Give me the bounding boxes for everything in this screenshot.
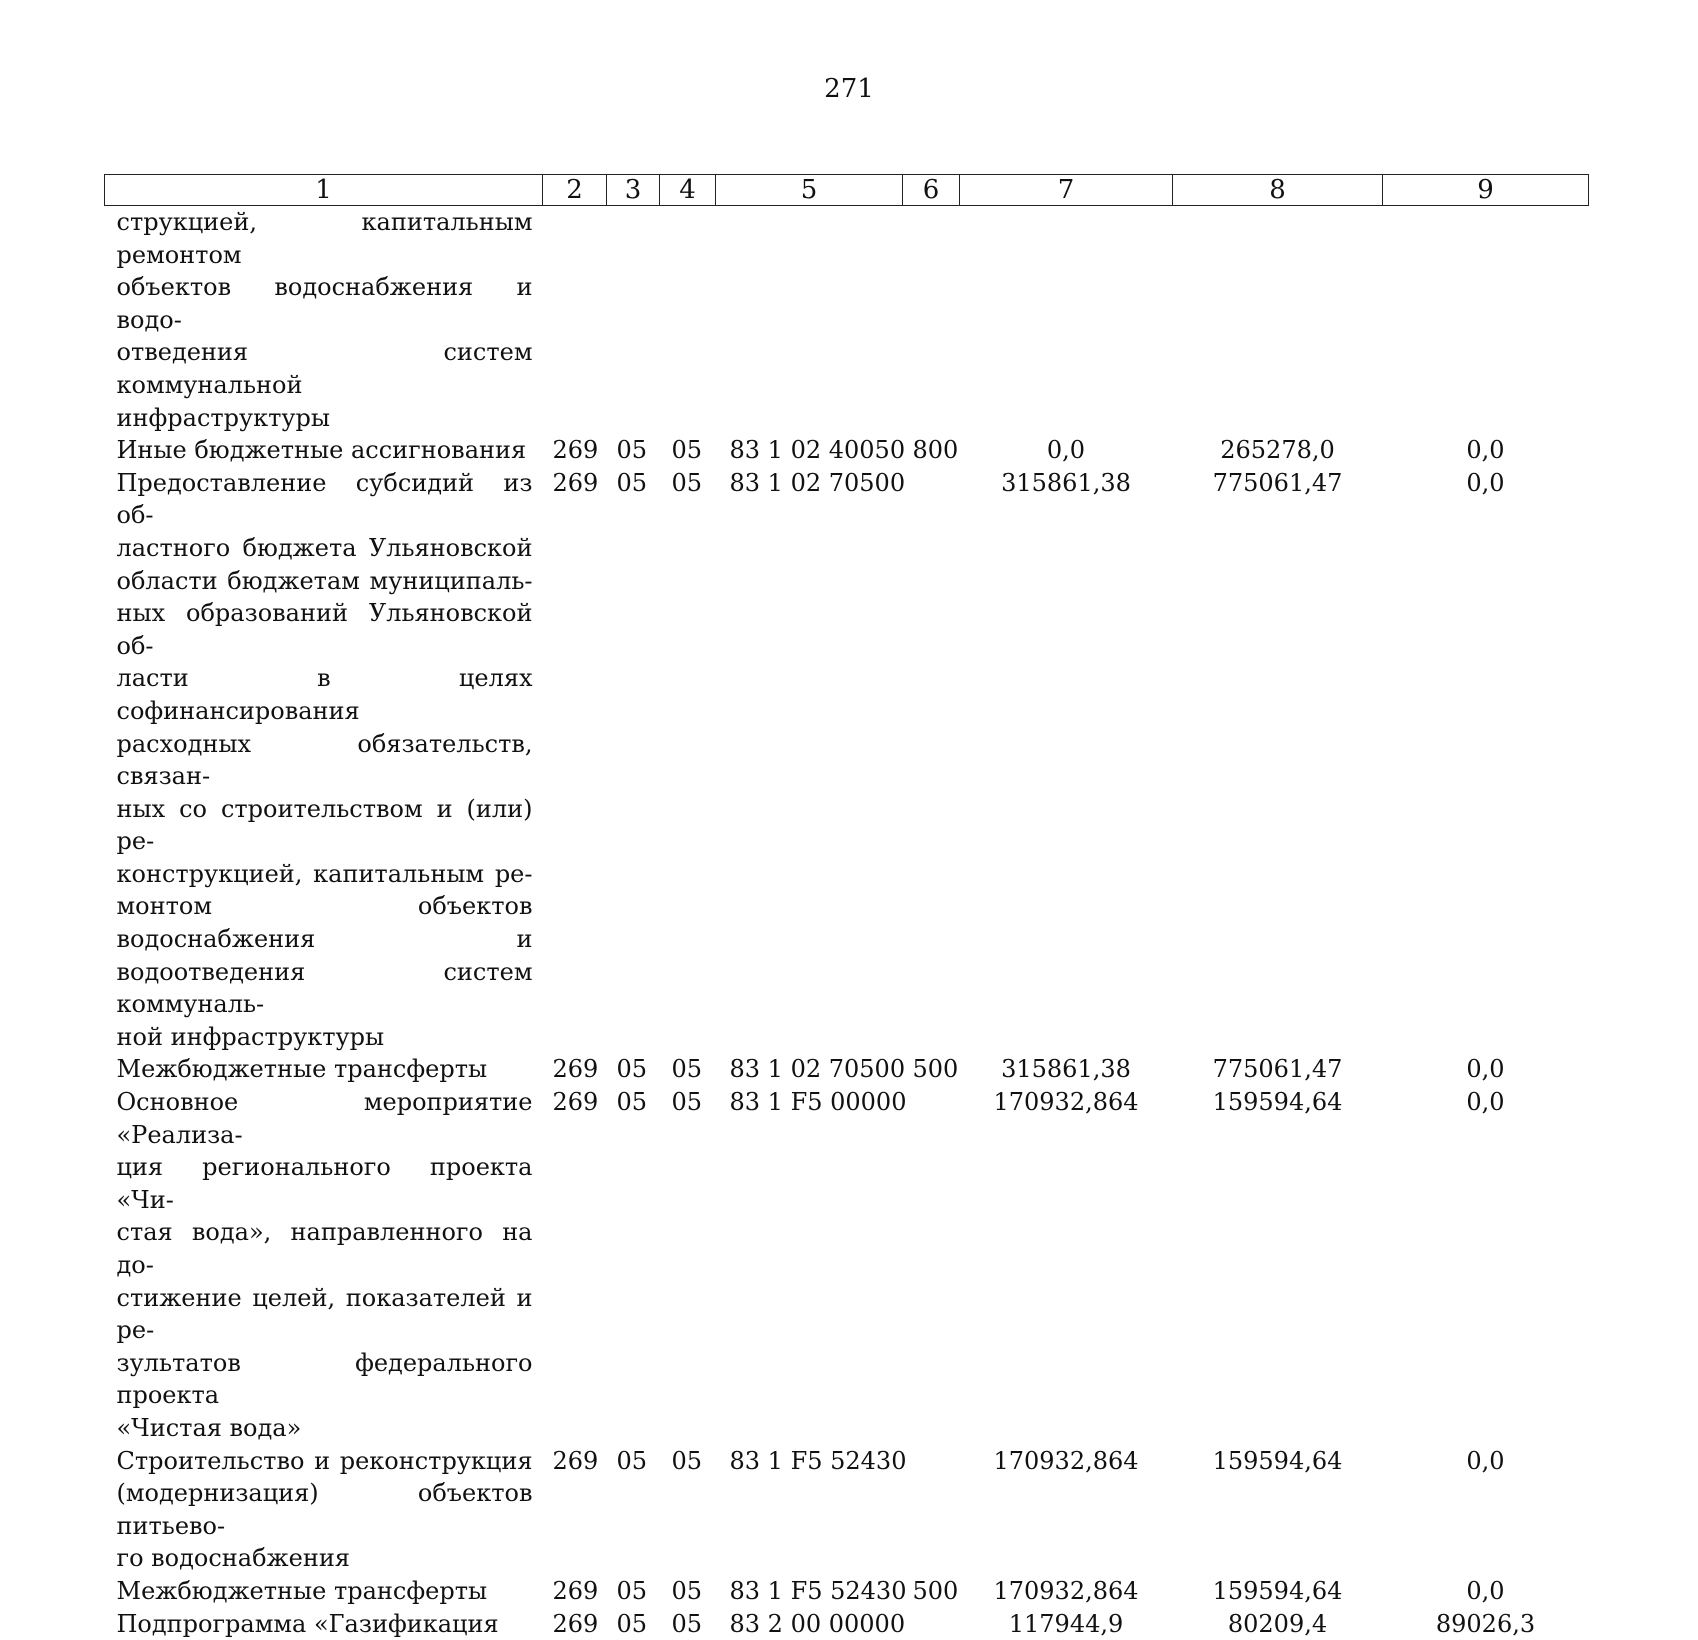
expense-type-cell: 500 [903, 1053, 960, 1086]
description-line: Межбюджетные трансферты [117, 1575, 533, 1608]
amount-year1-cell [960, 206, 1173, 435]
description-line: стижение целей, показателей и ре- [117, 1282, 533, 1347]
amount-year2-cell: 159594,64 [1173, 1575, 1383, 1608]
ministry-code-cell: 269 [543, 467, 607, 1054]
ministry-code-cell: 269 [543, 1575, 607, 1608]
expense-type-cell: 500 [903, 1575, 960, 1608]
table-row [105, 1053, 1589, 1086]
target-article-cell: 83 1 F5 52430 [716, 1445, 903, 1575]
header-row [105, 175, 1589, 206]
description-line: отведения систем коммунальной [117, 336, 533, 401]
subsection-code-cell: 05 [660, 1086, 716, 1445]
section-code-cell: 05 [607, 1608, 660, 1640]
amount-year3-cell: 89026,3 [1383, 1608, 1589, 1640]
expense-type-cell: 800 [903, 434, 960, 467]
description-line: Строительство и реконструкция [117, 1445, 533, 1478]
table-row [105, 1086, 1589, 1445]
description-line: Подпрограмма «Газификация [117, 1608, 533, 1640]
description-line: Межбюджетные трансферты [117, 1053, 533, 1086]
expense-type-cell [903, 1086, 960, 1445]
column-header: 8 [1173, 175, 1383, 206]
amount-year2-cell: 159594,64 [1173, 1086, 1383, 1445]
target-article-cell: 83 1 02 70500 [716, 467, 903, 1054]
description-line: расходных обязательств, связан- [117, 728, 533, 793]
ministry-code-cell: 269 [543, 434, 607, 467]
ministry-code-cell: 269 [543, 1608, 607, 1640]
page-number: 271 [0, 74, 1698, 104]
table-row [105, 1445, 1589, 1575]
description-line: «Чистая вода» [117, 1412, 533, 1445]
description-line: ция регионального проекта «Чи- [117, 1151, 533, 1216]
ministry-code-cell: 269 [543, 1053, 607, 1086]
section-code-cell: 05 [607, 1053, 660, 1086]
table-row [105, 206, 1589, 435]
amount-year2-cell: 775061,47 [1173, 1053, 1383, 1086]
row-description [105, 434, 543, 467]
section-code-cell: 05 [607, 467, 660, 1054]
description-line: инфраструктуры [117, 402, 533, 435]
expense-type-cell [903, 1608, 960, 1640]
description-line: (модернизация) объектов питьево- [117, 1477, 533, 1542]
table-row [105, 1575, 1589, 1608]
amount-year1-cell: 170932,864 [960, 1086, 1173, 1445]
row-description [105, 1086, 543, 1445]
section-code-cell: 05 [607, 1086, 660, 1445]
amount-year2-cell: 80209,4 [1173, 1608, 1383, 1640]
description-line: ласти в целях софинансирования [117, 662, 533, 727]
budget-table [104, 174, 1589, 1640]
description-line: конструкцией, капитальным ре- [117, 858, 533, 891]
amount-year1-cell: 0,0 [960, 434, 1173, 467]
description-line: монтом объектов водоснабжения и [117, 890, 533, 955]
description-line: го водоснабжения [117, 1542, 533, 1575]
table-body [105, 206, 1589, 1640]
amount-year3-cell: 0,0 [1383, 1086, 1589, 1445]
section-code-cell: 05 [607, 1445, 660, 1575]
section-code-cell: 05 [607, 434, 660, 467]
subsection-code-cell: 05 [660, 467, 716, 1054]
description-line: области бюджетам муниципаль- [117, 565, 533, 598]
ministry-code-cell: 269 [543, 1086, 607, 1445]
column-header: 6 [903, 175, 960, 206]
row-description [105, 1575, 543, 1608]
target-article-cell: 83 1 02 40050 [716, 434, 903, 467]
amount-year1-cell: 315861,38 [960, 467, 1173, 1054]
amount-year1-cell: 170932,864 [960, 1445, 1173, 1575]
row-description [105, 206, 543, 435]
description-line: ных образований Ульяновской об- [117, 597, 533, 662]
amount-year3-cell: 0,0 [1383, 1053, 1589, 1086]
target-article-cell [716, 206, 903, 435]
subsection-code-cell: 05 [660, 1608, 716, 1640]
row-description [105, 1445, 543, 1575]
subsection-code-cell: 05 [660, 1575, 716, 1608]
amount-year1-cell: 117944,9 [960, 1608, 1173, 1640]
table-row [105, 434, 1589, 467]
ministry-code-cell: 269 [543, 1445, 607, 1575]
table-row [105, 467, 1589, 1054]
amount-year2-cell: 775061,47 [1173, 467, 1383, 1054]
target-article-cell: 83 1 02 70500 [716, 1053, 903, 1086]
description-line: ных со строительством и (или) ре- [117, 793, 533, 858]
amount-year1-cell: 315861,38 [960, 1053, 1173, 1086]
subsection-code-cell: 05 [660, 1445, 716, 1575]
column-header: 7 [960, 175, 1173, 206]
column-header: 2 [543, 175, 607, 206]
amount-year3-cell [1383, 206, 1589, 435]
table-row [105, 1608, 1589, 1640]
section-code-cell [607, 206, 660, 435]
section-code-cell: 05 [607, 1575, 660, 1608]
description-line: струкцией, капитальным ремонтом [117, 206, 533, 271]
row-description [105, 1053, 543, 1086]
column-header: 3 [607, 175, 660, 206]
amount-year2-cell [1173, 206, 1383, 435]
expense-type-cell [903, 467, 960, 1054]
column-header: 5 [716, 175, 903, 206]
amount-year2-cell: 265278,0 [1173, 434, 1383, 467]
amount-year2-cell: 159594,64 [1173, 1445, 1383, 1575]
description-line: Иные бюджетные ассигнования [117, 434, 533, 467]
row-description [105, 467, 543, 1054]
description-line: ластного бюджета Ульяновской [117, 532, 533, 565]
description-line: ной инфраструктуры [117, 1021, 533, 1054]
description-line: стая вода», направленного на до- [117, 1216, 533, 1281]
expense-type-cell [903, 206, 960, 435]
description-line: водоотведения систем коммуналь- [117, 956, 533, 1021]
subsection-code-cell: 05 [660, 1053, 716, 1086]
target-article-cell: 83 1 F5 52430 [716, 1575, 903, 1608]
amount-year3-cell: 0,0 [1383, 1445, 1589, 1575]
row-description [105, 1608, 543, 1640]
column-header: 4 [660, 175, 716, 206]
amount-year3-cell: 0,0 [1383, 467, 1589, 1054]
target-article-cell: 83 2 00 00000 [716, 1608, 903, 1640]
target-article-cell: 83 1 F5 00000 [716, 1086, 903, 1445]
subsection-code-cell: 05 [660, 434, 716, 467]
description-line: зультатов федерального проекта [117, 1347, 533, 1412]
expense-type-cell [903, 1445, 960, 1575]
budget-table-container [104, 174, 1588, 1640]
description-line: Предоставление субсидий из об- [117, 467, 533, 532]
ministry-code-cell [543, 206, 607, 435]
column-header: 9 [1383, 175, 1589, 206]
amount-year3-cell: 0,0 [1383, 1575, 1589, 1608]
description-line: Основное мероприятие «Реализа- [117, 1086, 533, 1151]
subsection-code-cell [660, 206, 716, 435]
amount-year3-cell: 0,0 [1383, 434, 1589, 467]
column-header: 1 [105, 175, 543, 206]
amount-year1-cell: 170932,864 [960, 1575, 1173, 1608]
description-line: объектов водоснабжения и водо- [117, 271, 533, 336]
